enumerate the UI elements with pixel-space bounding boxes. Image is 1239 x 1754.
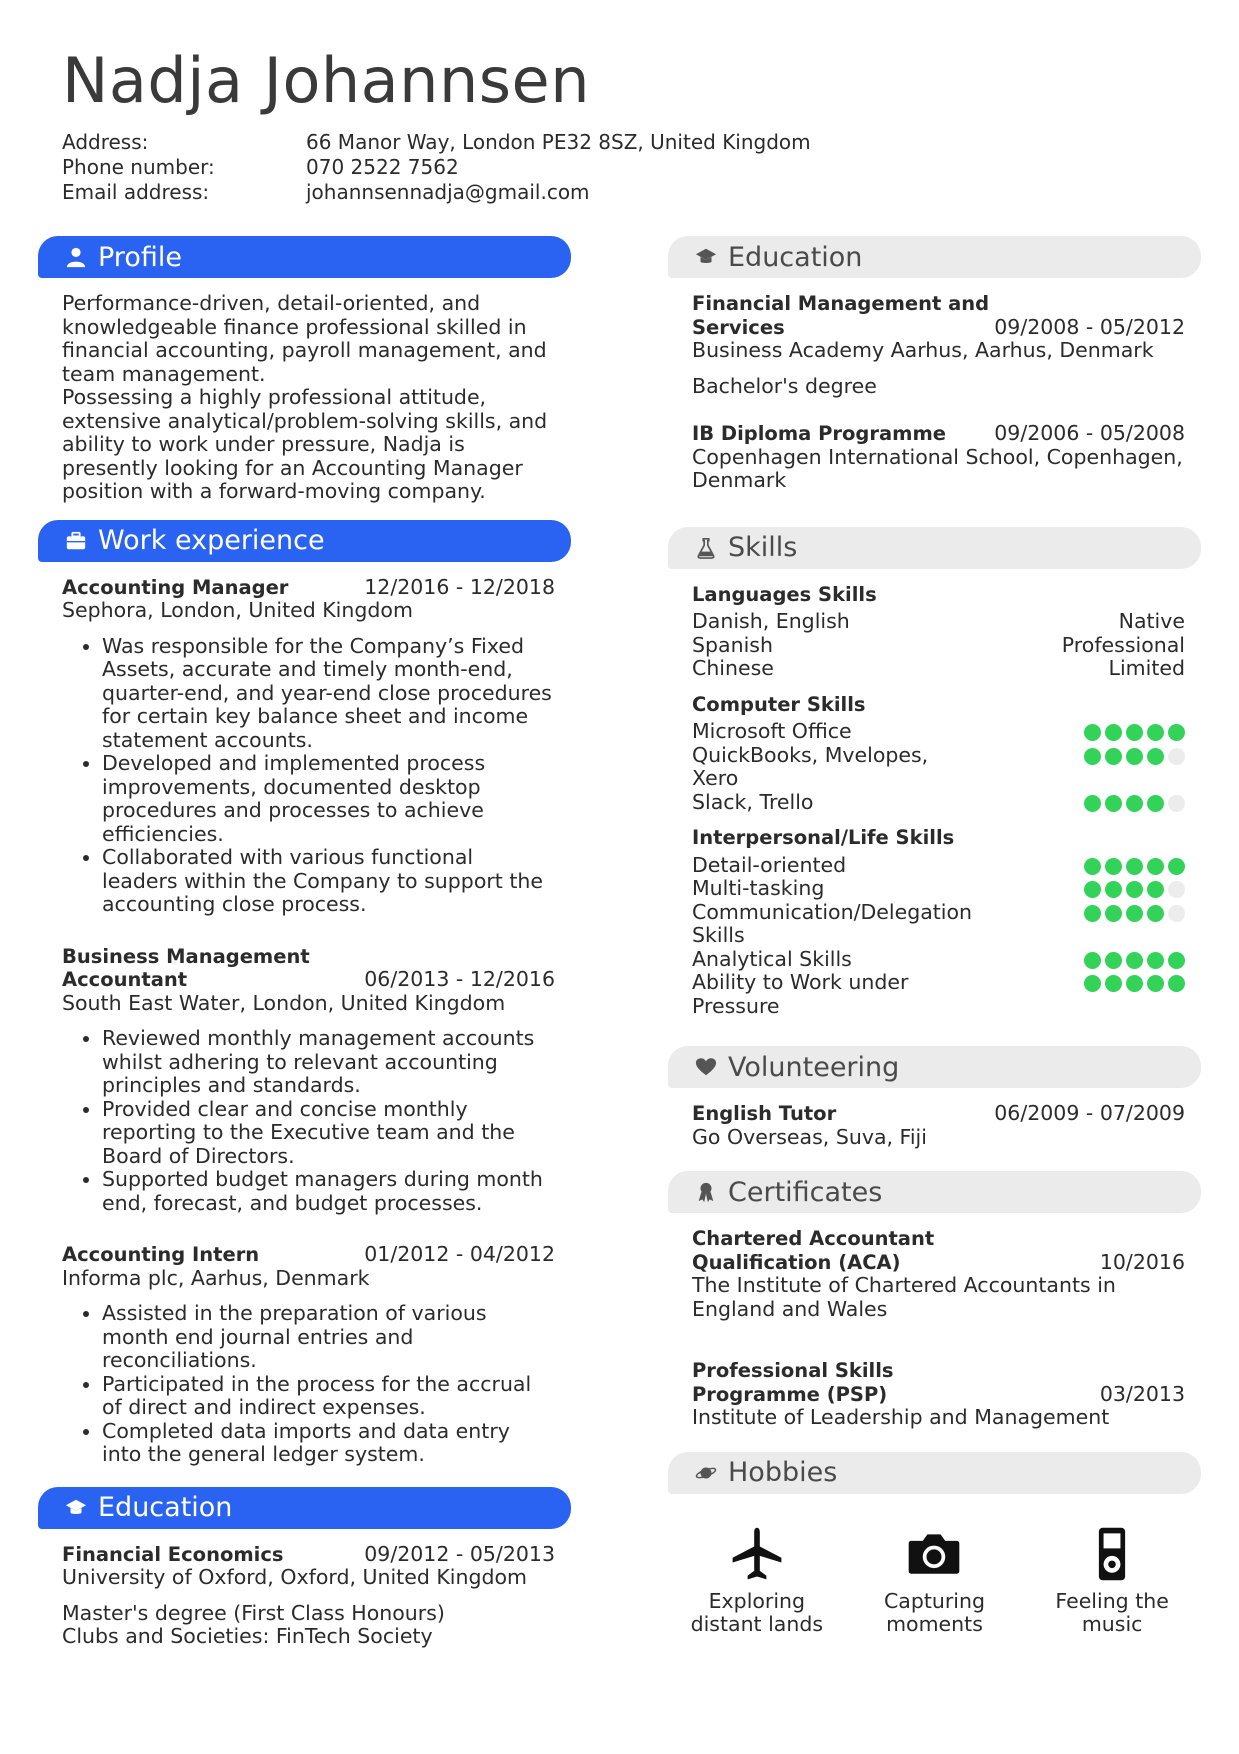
volunteer-role: English Tutor bbox=[692, 1102, 837, 1125]
degree-title: IB Diploma Programme bbox=[692, 422, 946, 445]
interpersonal-skills bbox=[692, 826, 1185, 1018]
job-bullet: • Assisted in the preparation of various month end journal entries and reconciliations. bbox=[102, 1302, 555, 1373]
degree-note: Master's degree (First Class Honours) bbox=[62, 1600, 445, 1625]
rating-dot-filled bbox=[1084, 905, 1101, 922]
job-company: Sephora, London, United Kingdom bbox=[62, 598, 413, 622]
briefcase-icon bbox=[64, 529, 88, 553]
rating-dot-filled bbox=[1105, 881, 1122, 898]
rating-dot-filled bbox=[1126, 905, 1143, 922]
rating-dot-filled bbox=[1126, 724, 1143, 741]
job-entry bbox=[62, 945, 555, 1216]
skill-row bbox=[692, 657, 1185, 681]
skill-row bbox=[692, 948, 1185, 972]
flask-icon bbox=[694, 536, 718, 560]
profile-text: Possessing a highly professional attitude, extensive analytical/problem-solving skills, and ability to work under pressure, Nadja is presently looking for an Accounting Manager position with a forward-moving company. bbox=[62, 385, 548, 503]
rating-dot-empty bbox=[1168, 795, 1185, 812]
rating-dot-filled bbox=[1084, 858, 1101, 875]
rating-dot-filled bbox=[1105, 724, 1122, 741]
right-column bbox=[668, 236, 1201, 1636]
rating-dot-filled bbox=[1105, 975, 1122, 992]
skill-name: Analytical Skills bbox=[692, 946, 852, 971]
rating-dot-filled bbox=[1084, 748, 1101, 765]
profile-section bbox=[38, 278, 571, 520]
rating-dot-filled bbox=[1084, 795, 1101, 812]
volunteering-section bbox=[668, 1088, 1201, 1165]
degree-date: 09/2008 - 05/2012 bbox=[994, 314, 1185, 339]
education-right-section-header bbox=[668, 236, 1201, 278]
education-right-section bbox=[668, 278, 1201, 527]
skill-rating bbox=[1084, 854, 1185, 875]
job-bullet: • Collaborated with various functional leaders within the Company to support the accounting close process. bbox=[102, 846, 555, 917]
job-bullet: • Was responsible for the Company’s Fixed Assets, accurate and timely month-end, quarter-end, and year-end close procedures for certain key balance sheet and income statement accounts. bbox=[102, 635, 555, 753]
skill-name: Microsoft Office bbox=[692, 719, 852, 743]
rating-dot-filled bbox=[1105, 858, 1122, 875]
skill-name: QuickBooks, Mvelopes, Xero bbox=[692, 742, 929, 790]
user-icon bbox=[64, 245, 88, 269]
job-bullets bbox=[62, 1302, 555, 1467]
skill-rating bbox=[1084, 877, 1185, 898]
hobby-item bbox=[859, 1524, 1009, 1636]
section-title: Work experience bbox=[98, 525, 325, 556]
candidate-name: Nadja Johannsen bbox=[62, 44, 590, 117]
degree-title: Financial Management and Services bbox=[692, 292, 990, 339]
section-title: Hobbies bbox=[728, 1457, 838, 1488]
hobby-label: Feeling the music bbox=[1055, 1588, 1169, 1636]
section-title: Skills bbox=[728, 532, 798, 563]
job-company: South East Water, London, United Kingdom bbox=[62, 990, 506, 1015]
contact-row-address bbox=[62, 130, 811, 155]
section-title: Education bbox=[98, 1492, 233, 1523]
rating-dot-filled bbox=[1126, 881, 1143, 898]
work-section-header bbox=[38, 520, 571, 562]
rating-dot-filled bbox=[1084, 881, 1101, 898]
skill-group-title: Languages Skills bbox=[692, 582, 877, 606]
airplane-icon bbox=[682, 1524, 832, 1584]
skill-level: Native bbox=[1118, 609, 1185, 633]
rating-dot-filled bbox=[1126, 748, 1143, 765]
skill-group-title: Interpersonal/Life Skills bbox=[692, 826, 955, 849]
job-company: Informa plc, Aarhus, Denmark bbox=[62, 1265, 370, 1290]
education-left-section bbox=[38, 1529, 571, 1683]
hobby-item bbox=[682, 1524, 832, 1636]
contact-value: johannsennadja@gmail.com bbox=[306, 180, 590, 204]
rating-dot-filled bbox=[1147, 975, 1164, 992]
education-entry bbox=[692, 422, 1185, 493]
volunteering-section-header bbox=[668, 1046, 1201, 1088]
certificate-issuer: The Institute of Chartered Accountants in England and Wales bbox=[692, 1273, 1116, 1321]
work-section bbox=[38, 562, 571, 1487]
contact-value: 070 2522 7562 bbox=[306, 155, 459, 179]
rating-dot-filled bbox=[1147, 795, 1164, 812]
skill-name: Multi-tasking bbox=[692, 876, 825, 900]
rating-dot-empty bbox=[1168, 905, 1185, 922]
skill-name: Ability to Work under Pressure bbox=[692, 970, 909, 1018]
rating-dot-filled bbox=[1105, 795, 1122, 812]
skill-name: Danish, English bbox=[692, 609, 850, 633]
job-title: Business Management Accountant bbox=[62, 944, 310, 991]
rating-dot-filled bbox=[1126, 952, 1143, 969]
degree-title: Financial Economics bbox=[62, 1542, 284, 1566]
rating-dot-filled bbox=[1147, 724, 1164, 741]
rating-dot-filled bbox=[1084, 724, 1101, 741]
skill-row bbox=[692, 744, 1185, 791]
job-bullet: • Completed data imports and data entry into the general ledger system. bbox=[102, 1420, 555, 1467]
job-bullet: • Supported budget managers during month end, forecast, and budget processes. bbox=[102, 1168, 555, 1215]
hobbies-section-header bbox=[668, 1452, 1201, 1494]
skill-row bbox=[692, 971, 1185, 1018]
rating-dot-filled bbox=[1147, 881, 1164, 898]
rating-dot-filled bbox=[1168, 724, 1185, 741]
volunteer-date: 06/2009 - 07/2009 bbox=[994, 1101, 1185, 1125]
graduation-cap-icon bbox=[694, 245, 718, 269]
skill-name: Communication/Delegation Skills bbox=[692, 899, 973, 947]
job-date: 01/2012 - 04/2012 bbox=[364, 1242, 555, 1266]
profile-text: Performance-driven, detail-oriented, and knowledgeable finance professional skilled in financial accounting, payroll management, and team management. bbox=[62, 291, 547, 386]
rating-dot-filled bbox=[1126, 858, 1143, 875]
skill-rating bbox=[1084, 720, 1185, 741]
skill-name: Slack, Trello bbox=[692, 789, 814, 814]
skill-row bbox=[692, 791, 1185, 815]
education-entry bbox=[62, 1543, 555, 1649]
award-ribbon-icon bbox=[694, 1180, 718, 1204]
skill-rating bbox=[1084, 791, 1185, 812]
skill-rating bbox=[1084, 901, 1185, 922]
contact-label: Phone number: bbox=[62, 155, 215, 179]
contact-value: 66 Manor Way, London PE32 8SZ, United Kingdom bbox=[306, 130, 811, 154]
camera-icon bbox=[859, 1524, 1009, 1584]
school-name: Business Academy Aarhus, Aarhus, Denmark bbox=[692, 338, 1154, 362]
skill-row bbox=[692, 720, 1185, 744]
education-left-section-header bbox=[38, 1487, 571, 1529]
rating-dot-filled bbox=[1105, 748, 1122, 765]
skill-name: Spanish bbox=[692, 632, 773, 657]
profile-section-header bbox=[38, 236, 571, 278]
skill-row bbox=[692, 901, 1185, 948]
education-entry bbox=[692, 292, 1185, 398]
skills-section-header bbox=[668, 527, 1201, 569]
languages-skills bbox=[692, 583, 1185, 681]
contact-label: Address: bbox=[62, 130, 149, 154]
rating-dot-filled bbox=[1168, 952, 1185, 969]
skills-section bbox=[668, 569, 1201, 1047]
skill-row bbox=[692, 877, 1185, 901]
left-column bbox=[38, 236, 571, 1683]
section-title: Profile bbox=[98, 241, 182, 273]
certificates-section-header bbox=[668, 1171, 1201, 1213]
degree-note: Clubs and Societies: FinTech Society bbox=[62, 1624, 433, 1648]
computer-skills bbox=[692, 693, 1185, 815]
hobby-label: Capturing moments bbox=[883, 1588, 986, 1636]
skill-rating bbox=[1084, 948, 1185, 969]
job-bullet: • Provided clear and concise monthly reporting to the Executive team and the Board of Directors. bbox=[102, 1098, 555, 1169]
skill-level: Limited bbox=[1108, 656, 1185, 680]
rating-dot-filled bbox=[1147, 858, 1164, 875]
hobby-label: Exploring distant lands bbox=[690, 1588, 824, 1636]
rating-dot-filled bbox=[1168, 858, 1185, 875]
volunteer-org: Go Overseas, Suva, Fiji bbox=[692, 1124, 927, 1149]
job-entry bbox=[62, 576, 555, 917]
certificate-entry bbox=[692, 1227, 1185, 1321]
skill-row bbox=[692, 610, 1185, 634]
rating-dot-filled bbox=[1084, 952, 1101, 969]
music-player-icon bbox=[1037, 1524, 1187, 1584]
job-title: Accounting Manager bbox=[62, 575, 289, 599]
school-name: Copenhagen International School, Copenhagen, Denmark bbox=[692, 444, 1183, 492]
job-bullets bbox=[62, 1027, 555, 1215]
job-date: 12/2016 - 12/2018 bbox=[364, 574, 555, 599]
rating-dot-filled bbox=[1105, 952, 1122, 969]
hobby-item bbox=[1037, 1524, 1187, 1636]
rating-dot-filled bbox=[1147, 905, 1164, 922]
rating-dot-filled bbox=[1126, 795, 1143, 812]
contact-row-phone bbox=[62, 155, 811, 180]
planet-icon bbox=[694, 1461, 718, 1485]
job-entry bbox=[62, 1243, 555, 1467]
rating-dot-filled bbox=[1147, 748, 1164, 765]
rating-dot-filled bbox=[1147, 952, 1164, 969]
certificate-date: 10/2016 bbox=[1099, 1249, 1185, 1274]
skill-row bbox=[692, 634, 1185, 658]
skill-name: Chinese bbox=[692, 656, 774, 680]
contact-label: Email address: bbox=[62, 180, 210, 204]
skill-rating bbox=[1084, 971, 1185, 992]
skill-name: Detail-oriented bbox=[692, 852, 847, 877]
job-date: 06/2013 - 12/2016 bbox=[364, 967, 555, 991]
rating-dot-filled bbox=[1084, 975, 1101, 992]
job-title: Accounting Intern bbox=[62, 1243, 260, 1266]
certificate-title: Chartered Accountant Qualification (ACA) bbox=[692, 1227, 935, 1274]
rating-dot-filled bbox=[1168, 975, 1185, 992]
contact-details bbox=[62, 130, 811, 205]
rating-dot-filled bbox=[1105, 905, 1122, 922]
contact-row-email bbox=[62, 180, 811, 205]
job-bullets bbox=[62, 635, 555, 917]
degree-note: Bachelor's degree bbox=[692, 373, 877, 398]
skill-rating bbox=[1084, 744, 1185, 765]
rating-dot-empty bbox=[1168, 881, 1185, 898]
degree-date: 09/2012 - 05/2013 bbox=[364, 1541, 555, 1566]
certificate-issuer: Institute of Leadership and Management bbox=[692, 1405, 1110, 1429]
job-bullet: • Reviewed monthly management accounts whilst adhering to relevant accounting principles and standards. bbox=[102, 1027, 555, 1098]
certificate-date: 03/2013 bbox=[1099, 1381, 1185, 1406]
certificate-entry bbox=[692, 1359, 1185, 1430]
rating-dot-empty bbox=[1168, 748, 1185, 765]
graduation-cap-icon bbox=[64, 1496, 88, 1520]
certificate-title: Professional Skills Programme (PSP) bbox=[692, 1359, 894, 1406]
degree-date: 09/2006 - 05/2008 bbox=[994, 421, 1185, 445]
section-title: Certificates bbox=[728, 1176, 883, 1208]
skill-level: Professional bbox=[1061, 632, 1185, 657]
skill-row bbox=[692, 854, 1185, 878]
section-title: Education bbox=[728, 241, 863, 273]
school-name: University of Oxford, Oxford, United Kingdom bbox=[62, 1565, 528, 1589]
hobbies-list bbox=[668, 1494, 1201, 1636]
job-bullet: • Developed and implemented process improvements, documented desktop procedures and processes to achieve efficiencies. bbox=[102, 752, 555, 846]
job-bullet: • Participated in the process for the accrual of direct and indirect expenses. bbox=[102, 1373, 555, 1420]
skill-group-title: Computer Skills bbox=[692, 692, 866, 716]
heart-icon bbox=[694, 1055, 718, 1079]
rating-dot-filled bbox=[1126, 975, 1143, 992]
certificates-section bbox=[668, 1213, 1201, 1452]
section-title: Volunteering bbox=[728, 1051, 900, 1083]
